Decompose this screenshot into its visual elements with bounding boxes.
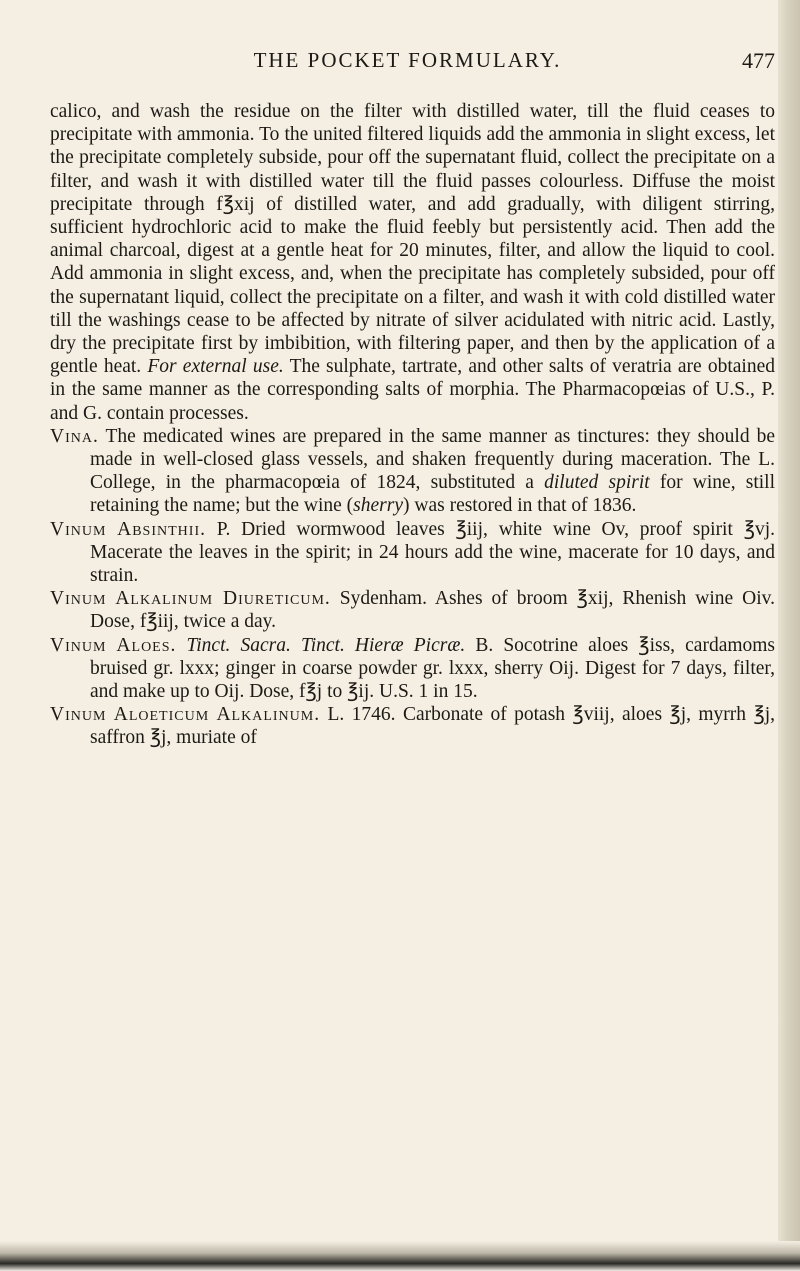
entry-vinum-aloeticum-alkalinum bbox=[50, 703, 775, 749]
entry-vinum-absinthii bbox=[50, 518, 775, 588]
entry-text: Sydenham. Ashes of broom ℥xij, Rhenish wine Oiv. Dose, f℥iij, twice a day. bbox=[90, 588, 775, 633]
page-edge-shadow bbox=[778, 0, 800, 1271]
entry-vina bbox=[50, 425, 775, 518]
italic-phrase: For external use. bbox=[147, 356, 284, 378]
italic-phrase: Tinct. Sacra. Tinct. Hieræ Picræ. bbox=[186, 634, 466, 656]
entry-heading: Vinum Absinthii. bbox=[50, 518, 206, 540]
page-number: 477 bbox=[742, 48, 775, 73]
entry-heading: Vina. bbox=[50, 425, 99, 447]
entry-heading: Vinum Aloeticum Alkalinum. bbox=[50, 704, 321, 726]
running-head: THE POCKET FORMULARY. bbox=[253, 48, 562, 72]
book-page bbox=[40, 0, 775, 1271]
entry-text: ) was restored in that of 1836. bbox=[403, 495, 637, 517]
entry-vinum-aloes bbox=[50, 634, 775, 704]
entry-vinum-alkalinum-diureticum bbox=[50, 587, 775, 633]
italic-phrase: diluted spirit bbox=[544, 472, 650, 494]
entry-text: The medicated wines are prepared in the same manner as tinctures: they should be made in well-closed glass vessels, and shaken frequently during maceration. The L. College, in the pharmacopœia of 1824, substituted a bbox=[90, 425, 775, 494]
entry-text: L. 1746. Carbonate of potash ℥viij, aloes ℥j, myrrh ℥j, saffron ℥j, muriate of bbox=[90, 704, 775, 749]
entry-text: P. Dried wormwood leaves ℥iij, white wine Ov, proof spirit ℥vj. Macerate the leaves in the spirit; in 24 hours add the wine, macerate for 10 days, and strain. bbox=[90, 518, 775, 587]
paragraph-text: calico, and wash the residue on the filter with distilled water, till the fluid ceases to precipitate with ammonia. To the united filtered liquids add the ammonia in slight excess, let the precipitate completely subside, pour off the supernatant fluid, collect the precipitate on a filter, and wash it with distilled water till the fluid passes colourless. Diffuse the moist precipitate through f℥xij of distilled water, and add gradually, with diligent stirring, sufficient hydrochloric acid to make the fluid feebly but persistently acid. Then add the animal charcoal, digest at a gentle heat for 20 minutes, filter, and allow the liquid to cool. Add ammonia in slight excess, and, when the precipitate has completely subsided, pour off the supernatant liquid, collect the precipitate on a filter, and wash it with cold distilled water till the washings cease to be affected by nitrate of silver acidulated with nitric acid. Lastly, dry the precipitate first by imbibition, with filtering paper, and then by the application of a gentle heat. bbox=[50, 101, 775, 378]
bottom-edge-shadow bbox=[0, 1241, 800, 1271]
text-block bbox=[50, 100, 775, 750]
paragraph-continuation bbox=[50, 100, 775, 425]
entry-heading: Vinum Alkalinum Diureticum. bbox=[50, 588, 331, 610]
entry-heading: Vinum Aloes. bbox=[50, 634, 177, 656]
italic-phrase: sherry bbox=[353, 495, 403, 517]
entry-text: B. Socotrine aloes ℥iss, cardamoms bruised gr. lxxx; ginger in coarse powder gr. lxxx, sherry Oij. Digest for 7 days, filter, and make up to Oij. Dose, f℥j to ℥ij. U.S. 1 in 15. bbox=[90, 634, 776, 703]
paragraph-text-tail: The sulphate, tartrate, and other salts of veratria are obtained in the same manner as the corresponding salts of morphia. The Pharmacopœias of U.S., P. and G. contain processes. bbox=[50, 356, 776, 424]
page-header bbox=[40, 48, 775, 78]
entry-text: for wine, still retaining the name; but the wine ( bbox=[90, 472, 776, 517]
